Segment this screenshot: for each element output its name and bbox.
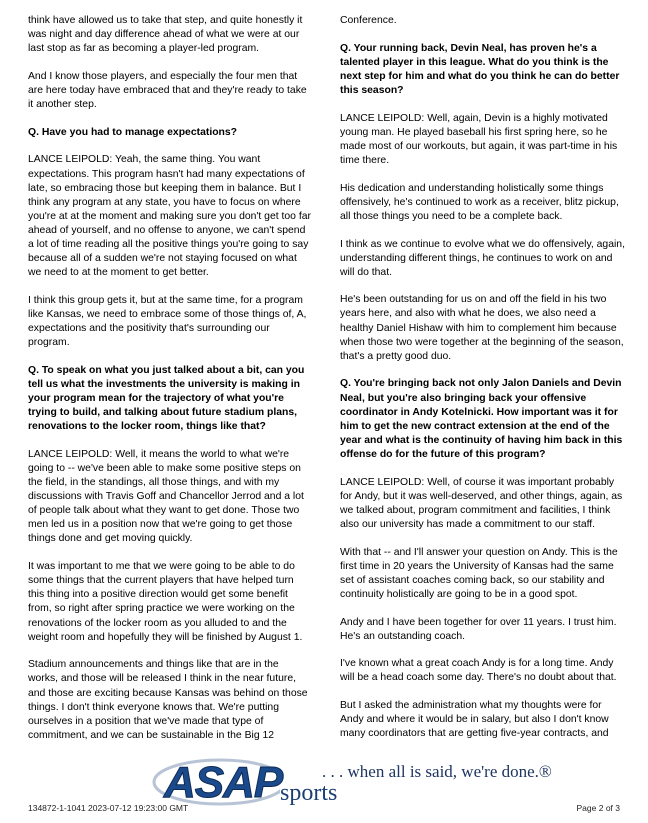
question-paragraph: Q. Have you had to manage expectations? [28,126,238,138]
page-number: Page 2 of 3 [576,803,620,813]
answer-paragraph: I've known what a great coach Andy is for a long time. Andy will be a head coach some day. There's no doubt about that. [340,658,617,684]
answer-paragraph: Stadium announcements and things like that are in the works, and those will be released I think in the near future, and those are exciting because Kansas was behind on those things. I don't think everyone knows that. We're putting ourselves in a position that we've made that type of commitment, and we can be sustainable in the Big 12 [28,659,308,741]
answer-paragraph: He's been outstanding for us on and off the field in his two years here, and also with what he does, we also need a healthy Daniel Hishaw with him to complement him because when those two were together at the beginning of the season, that's a pretty good duo. [340,294,624,362]
answer-paragraph: His dedication and understanding holistically some things offensively, he's continued to work as a receiver, blitz pickup, all those things you need to be a complete back. [340,182,619,222]
logo-tagline: . . . when all is said, we're done.® [322,762,552,781]
answer-paragraph: LANCE LEIPOLD: Yeah, the same thing. You want expectations. This program hasn't had many expectations of late, so embracing those but keeping them in balance. But I think any program at any state, you have to focus on where you're at at the moment and making sure you don't get too far ahead of yourself, and no offense to anyone, we can't spend a lot of time reading all the positive things you're going to say because all of a sudden we're not staying focused on what we need to at the moment to get better. [28,154,311,279]
question-paragraph: Q. Your running back, Devin Neal, has proven he's a talented player in this league. What do you think is the next step for him and what do you think he can do better this season? [340,42,620,96]
answer-paragraph: LANCE LEIPOLD: Well, of course it was important probably for Andy, but it was well-deserved, and other things, again, as we talked about, program commitment and facilities, I think also our university has made a commitment to our staff. [340,476,623,530]
question-paragraph: Q. To speak on what you just talked about a bit, can you tell us what the investments the university is making in your program mean for the trajectory of what you're trying to build, and talking about future stadium plans, renovations to the locker room, things like that? [28,364,305,433]
answer-paragraph: think have allowed us to take that step, and quite honestly it was night and day difference ahead of what we were at our last stop as far as becoming a player-led program. [28,15,303,55]
answer-paragraph: Conference. [340,15,397,26]
answer-paragraph: LANCE LEIPOLD: Well, it means the world to what we're going to -- we've been able to make some positive steps on the field, in the standings, all those things, and with my discussions with Travis Goff and Chancellor Jerrod and a lot of people talk about what they want to get done. Those two men led us in a position now that we're going to get those things done and get moving quickly. [28,448,304,545]
answer-paragraph: Andy and I have been together for over 11 years. I trust him. He's an outstanding coach. [340,616,617,642]
answer-paragraph: And I know those players, and especially the four men that are here today have embraced that and they're ready to take it another step. [28,70,307,111]
answer-paragraph: With that -- and I'll answer your question on Andy. This is the first time in 20 years the University of Kansas had the same set of assistant coaches coming back, so our stability and continuity holistically are going to be in a good spot. [340,546,618,600]
asap-sports-logo [150,750,620,812]
answer-paragraph: LANCE LEIPOLD: Well, again, Devin is a highly motivated young man. He played baseball his first spring here, so he made most of our workouts, but again, it was part-time in his time there. [340,112,618,166]
answer-paragraph: I think as we continue to evolve what we do offensively, again, understanding different things, he continues to work on and will do that. [340,238,625,278]
answer-paragraph: But I asked the administration what my thoughts were for Andy and where it would be in salary, but also I don't know many coordinators that are getting five-year contracts, and [340,700,609,740]
answer-paragraph: It was important to me that we were going to be able to do some things that the current players that have helped turn this thing into a positive direction would get some benefit from, so right after spring practice we were working on the renovations of the locker room as you alluded to and the weight room and hopefully they will be finished by August 1. [28,561,303,643]
logo-main-text: ASAP [164,758,283,807]
document-id: 134872-1-1041 2023-07-12 19:23:00 GMT [28,803,189,813]
answer-paragraph: I think this group gets it, but at the same time, for a program like Kansas, we need to embrace some of those things of, A, expectations and the positivity that's surrounding our program. [28,294,307,349]
left-column [28,14,311,756]
question-paragraph: Q. You're bringing back not only Jalon Daniels and Devin Neal, but you're also bringing back your offensive coordinator in Andy Kotelnicki. How important was it for him to get the new contract extension at the end of the year and what is the continuity of having him back in this offense do for the future of this program? [340,378,623,460]
logo-sub-text: sports [280,780,338,806]
right-column [340,14,626,755]
